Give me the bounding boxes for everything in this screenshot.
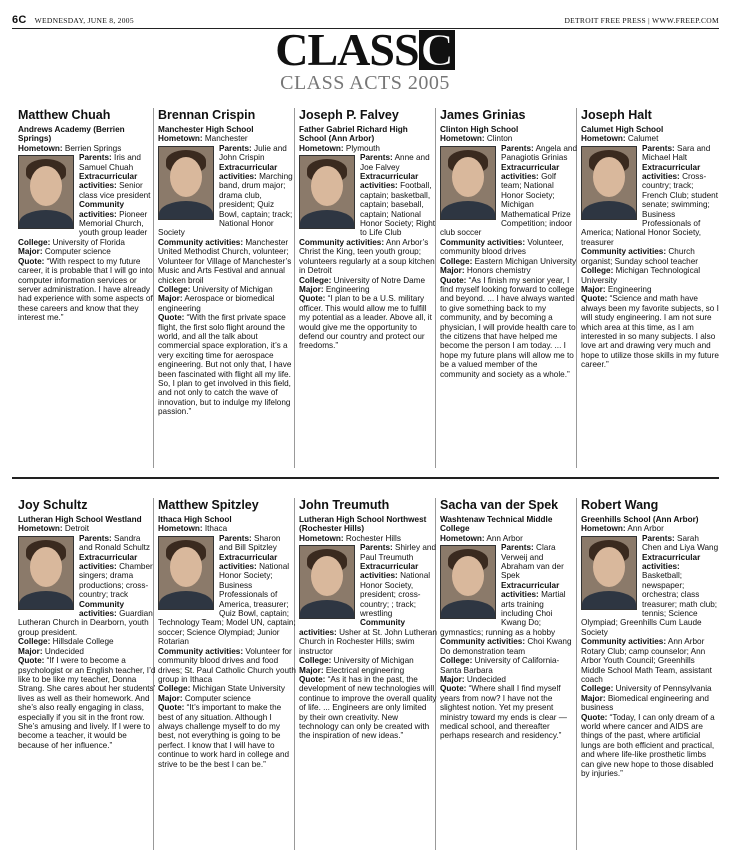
student-name: John Treumuth	[299, 498, 390, 512]
student-parents: Clara Verweij and Abraham van der Spek	[501, 543, 564, 581]
student-quote: “If I were to become a psychologist or an English teacher, I’d like to be like my teacher, Donna Strang. She cares about her students’ lives as well as their homework. And she’s also really engaging in class, especially if you sit in the front row. She’s amusing and lively. If I were to become a teacher, it would be because of her influence.”	[18, 656, 156, 750]
student-hometown: Berrien Springs	[64, 143, 122, 153]
label-community: Community activities:	[158, 646, 244, 656]
logo-part-1: CLASS	[275, 30, 419, 70]
label-quote: Quote:	[440, 275, 467, 285]
student-parents: Sharon and Bill Spitzley	[219, 533, 281, 553]
student-quote: “With the first private space flight, the first solo flight around the world, and all the talk about commercial space exploration, it’s a very exciting time for aerospace engineering. But not only that, I have been fascinated with flight all my life. So, I plan to get involved in this field, and not only to catch the wave of innovation, but to indulge my lifelong passion.”	[158, 313, 292, 417]
label-quote: Quote:	[581, 712, 608, 722]
student-school: Lutheran High School Westland	[18, 515, 142, 524]
label-community: Community activities:	[79, 200, 125, 219]
student-college: Hillsdale College	[52, 637, 114, 647]
student-parents: Sara and Michael Halt	[642, 143, 711, 163]
label-hometown: Hometown:	[158, 524, 203, 534]
label-quote: Quote:	[158, 313, 185, 323]
student-hometown: Manchester	[204, 134, 248, 144]
label-major: Major:	[158, 294, 183, 304]
label-community: Community activities:	[79, 599, 125, 619]
student-hometown: Rochester Hills	[345, 533, 401, 543]
label-major: Major:	[581, 284, 606, 294]
page-header	[12, 14, 719, 28]
student-community: Choi Kwang Do demonstration team	[440, 637, 572, 656]
student-name: Joseph Halt	[581, 108, 652, 122]
label-parents: Parents:	[642, 533, 675, 543]
student-photo	[158, 146, 214, 220]
student-photo	[581, 146, 637, 220]
student-hometown: Ithaca	[204, 524, 228, 534]
student-activities: Cross-country; track; French Club; student senate; swimming; Business Professionals of America; National Honor Society, treasurer	[581, 172, 719, 247]
section-logo	[265, 30, 465, 70]
logo-part-2: C	[420, 30, 453, 70]
student-profile	[18, 108, 156, 470]
label-major: Major:	[158, 693, 183, 703]
label-quote: Quote:	[158, 703, 185, 713]
student-school: Greenhills School (Ann Arbor)	[581, 515, 699, 524]
label-community: Community activities:	[581, 247, 667, 257]
student-community: Volunteer for community blood drives and food drives; St. Paul Catholic Church youth group in Ithaca	[158, 646, 296, 684]
student-community: Guardian Lutheran Church in Dearborn, youth group president.	[18, 609, 153, 637]
student-college: University of Michigan	[333, 656, 414, 666]
label-activities: Extracurricular activities:	[79, 172, 138, 191]
label-hometown: Hometown:	[18, 143, 63, 153]
label-activities: Extracurricular activities:	[79, 552, 138, 572]
student-school: Andrews Academy (Berrien Springs)	[18, 125, 125, 144]
label-parents: Parents:	[360, 543, 393, 553]
student-parents: Shirley and Paul Treumuth	[360, 543, 437, 562]
label-college: College:	[299, 656, 332, 666]
student-photo	[299, 155, 355, 229]
student-photo	[158, 536, 214, 610]
student-photo	[299, 545, 355, 619]
student-parents: Sarah Chen and Liya Wang	[642, 533, 719, 553]
student-college: Michigan Technological University	[581, 266, 701, 285]
student-community: Pioneer Memorial Church, youth group leader	[79, 209, 148, 238]
student-photo	[18, 155, 74, 229]
student-school: Calumet High School	[581, 125, 664, 134]
student-major: Aerospace or biomedical engineering	[158, 294, 275, 313]
student-major: Biomedical engineering and business	[581, 693, 709, 713]
student-college: University of California-Santa Barbara	[440, 656, 560, 675]
student-hometown: Ann Arbor	[486, 533, 523, 543]
label-parents: Parents:	[501, 143, 534, 153]
label-parents: Parents:	[501, 543, 534, 553]
student-name: Matthew Spitzley	[158, 498, 259, 512]
label-major: Major:	[581, 693, 606, 703]
student-activities: Marching band, drum major; drama club, president; Quiz Bowl, captain; track; National Honor Society	[158, 172, 293, 238]
label-major: Major:	[440, 266, 465, 276]
student-school: Manchester High School	[158, 125, 254, 134]
student-school: Washtenaw Technical Middle College	[440, 515, 553, 534]
student-name: Sacha van der Spek	[440, 498, 559, 512]
label-college: College:	[581, 684, 614, 694]
student-profile	[581, 498, 719, 852]
student-activities: Golf team; National Honor Society; Michigan Mathematical Prize Competition; indoor club soccer	[440, 172, 572, 238]
student-activities: Basketball; newspaper; orchestra; class treasurer; math club; tennis; Science Olympiad; Greenhills Cum Laude Society	[581, 571, 718, 637]
student-parents: Anne and Joe Falvey	[360, 153, 430, 172]
label-hometown: Hometown:	[299, 533, 344, 543]
label-community: Community activities:	[299, 237, 385, 247]
student-activities: Football, captain; basketball, captain; baseball, captain; National Honor Society; Right to Life Club	[360, 181, 436, 238]
student-major: Undecided	[44, 646, 84, 656]
label-activities: Extracurricular activities:	[219, 162, 278, 182]
label-activities: Extracurricular activities:	[219, 552, 278, 572]
student-hometown: Calumet	[627, 134, 659, 144]
student-community: Manchester United Methodist Church, volunteer; Volunteer for Village of Manchester’s Music and Arts Festival and annual chicken broil	[158, 237, 292, 285]
label-activities: Extracurricular activities:	[642, 162, 701, 182]
student-name: Robert Wang	[581, 498, 659, 512]
student-major: Undecided	[466, 674, 506, 684]
student-parents: Sandra and Ronald Schultz	[79, 533, 151, 553]
section-subtitle: CLASS ACTS 2005	[280, 72, 450, 94]
student-profile	[158, 108, 296, 470]
label-hometown: Hometown:	[440, 533, 485, 543]
student-quote: “Science and math have always been my favorite subjects, so I will study engineering. I am not sure which area at this time, as I am interested in so many subjects. I also love art and drawing very much and hope to utilize those skills in my future career.”	[581, 294, 719, 370]
student-parents: Julie and John Crispin	[219, 143, 287, 163]
student-photo	[440, 146, 496, 220]
label-quote: Quote:	[18, 256, 45, 266]
student-name: James Grinias	[440, 108, 526, 122]
student-name: Brennan Crispin	[158, 108, 256, 122]
student-quote: “Where shall I find myself years from now? I have not the slightest notion. Yet my present ministry toward my ends is clear — medical school, and thereafter perhaps research and residency.”	[440, 684, 567, 741]
label-major: Major:	[18, 247, 43, 257]
student-profile	[581, 108, 719, 470]
label-college: College:	[440, 656, 473, 666]
label-quote: Quote:	[581, 294, 608, 304]
page-number: 6C	[12, 14, 27, 26]
header-right	[564, 16, 719, 25]
label-college: College:	[581, 266, 614, 276]
student-community: Usher at St. John Lutheran Church in Rochester Hills; swim instructor	[299, 627, 437, 656]
student-profile	[440, 108, 578, 470]
label-hometown: Hometown:	[581, 134, 626, 144]
label-parents: Parents:	[219, 533, 252, 543]
label-community: Community activities:	[158, 237, 244, 247]
header-separator: |	[648, 16, 650, 25]
header-rule	[12, 28, 719, 29]
student-photo	[581, 536, 637, 610]
student-community: Church organist; Sunday school teacher	[581, 247, 698, 266]
label-activities: Extracurricular activities:	[360, 172, 419, 191]
student-photo	[18, 536, 74, 610]
label-community: Community activities:	[299, 618, 406, 637]
label-parents: Parents:	[79, 153, 112, 163]
student-profile	[440, 498, 578, 852]
student-hometown: Ann Arbor	[627, 524, 664, 534]
label-hometown: Hometown:	[158, 134, 203, 144]
student-profile	[299, 108, 437, 470]
student-quote: “I plan to be a U.S. military officer. This would allow me to fulfill my potential as a leader. Above all, it would give me the opportunity to defend our country and protect our freedoms.”	[299, 294, 432, 351]
student-major: Engineering	[325, 284, 370, 294]
student-community: Ann Arbor Rotary Club; camp counselor; Ann Arbor Youth Council; Greenhills Middle School Math Team, assistant coach	[581, 637, 712, 684]
student-profile	[18, 498, 156, 852]
label-major: Major:	[18, 646, 43, 656]
label-college: College:	[158, 684, 191, 694]
label-parents: Parents:	[79, 533, 112, 543]
student-quote: “As I finish my senior year, I find myself looking forward to college and beyond. ... I have always wanted to give something back to my community, and by becoming a physician, I will provide health care to the citizens that have helped me become the person I am today. ... I hope my future plans will allow me to be a valued member of the community and society as a whole.”	[440, 275, 576, 379]
label-college: College:	[18, 237, 51, 247]
student-quote: “It’s important to make the best of any situation. Although I always challenge myself to do my best, not everything is going to be perfect. I know that I will have to continue to work hard in college and strive to be the best I can be.”	[158, 703, 290, 769]
student-activities: National Honor Society; Business Professionals of America, treasurer; Quiz Bowl, captain; Technology Team; Model UN, captain; soccer; Science Olympiad; Junior Rotarian	[158, 562, 296, 647]
header-url: WWW.FREEP.COM	[652, 16, 719, 25]
student-hometown: Detroit	[64, 524, 89, 534]
header-date: WEDNESDAY, JUNE 8, 2005	[34, 16, 134, 25]
student-activities: Martial arts training including Choi Kwang Do; gymnastics; running as a hobby	[440, 590, 566, 637]
student-parents: Iris and Samuel Chuah	[79, 153, 141, 172]
label-major: Major:	[440, 674, 465, 684]
student-major: Computer science	[184, 693, 251, 703]
student-photo	[440, 545, 496, 619]
student-quote: “With respect to my future career, it is probable that I will go into computer information services or server administration. I have already had experience with some aspects of these careers and know that they interest me.”	[18, 256, 153, 323]
label-quote: Quote:	[299, 674, 326, 684]
label-parents: Parents:	[360, 153, 393, 163]
student-school: Lutheran High School Northwest (Rochester Hills)	[299, 515, 427, 534]
student-major: Honors chemistry	[466, 266, 531, 276]
label-quote: Quote:	[18, 656, 45, 666]
label-activities: Extracurricular activities:	[360, 562, 419, 581]
student-school: Father Gabriel Richard High School (Ann Arbor)	[299, 125, 408, 144]
label-parents: Parents:	[642, 143, 675, 153]
row-divider	[12, 477, 719, 479]
label-major: Major:	[299, 284, 324, 294]
student-college: University of Pennsylvania	[615, 684, 712, 694]
label-activities: Extracurricular activities:	[501, 580, 560, 600]
student-major: Electrical engineering	[325, 665, 405, 675]
label-college: College:	[299, 275, 332, 285]
student-name: Joseph P. Falvey	[299, 108, 399, 122]
label-college: College:	[440, 256, 473, 266]
student-community: Ann Arbor’s Christ the King, teen youth group; volunteers regularly at a soup kitchen in Detroit	[299, 237, 435, 276]
student-activities: Chamber singers; drama productions; cross-country; track	[79, 562, 153, 600]
student-name: Matthew Chuah	[18, 108, 111, 122]
student-school: Ithaca High School	[158, 515, 232, 524]
label-college: College:	[158, 284, 191, 294]
label-community: Community activities:	[440, 637, 526, 647]
label-hometown: Hometown:	[440, 134, 485, 144]
label-activities: Extracurricular activities:	[501, 162, 560, 182]
label-parents: Parents:	[219, 143, 252, 153]
student-college: University of Florida	[52, 237, 125, 247]
student-profile	[158, 498, 296, 852]
header-left	[12, 14, 134, 26]
student-quote: “As it has in the past, the development of new technologies will continue to improve the overall quality of life. ... Engineers are only limited by their own creativity. New technology can only be created with the inspiration of new ideas.”	[299, 674, 437, 741]
student-college: University of Notre Dame	[333, 275, 426, 285]
label-hometown: Hometown:	[581, 524, 626, 534]
student-parents: Angela and Panagiotis Grinias	[501, 143, 578, 163]
label-hometown: Hometown:	[18, 524, 63, 534]
label-activities: Extracurricular activities:	[642, 552, 701, 572]
student-major: Computer science	[44, 247, 111, 257]
label-major: Major:	[299, 665, 324, 675]
student-name: Joy Schultz	[18, 498, 88, 512]
label-college: College:	[18, 637, 51, 647]
student-activities: Senior class vice president	[79, 181, 151, 200]
student-major: Engineering	[607, 284, 652, 294]
label-community: Community activities:	[440, 237, 526, 247]
student-college: University of Michigan	[192, 284, 273, 294]
student-activities: National Honor Society, president; cross-country; ; track; wrestling	[360, 571, 431, 619]
label-community: Community activities:	[581, 637, 667, 647]
student-school: Clinton High School	[440, 125, 519, 134]
student-college: Michigan State University	[192, 684, 285, 694]
student-hometown: Plymouth	[345, 143, 380, 153]
label-quote: Quote:	[440, 684, 467, 694]
student-community: Volunteer, community blood drives	[440, 237, 564, 257]
student-quote: “Today, I can only dream of a world where cancer and AIDS are things of the past, where artificial lungs are both efficient and practical, and where life-like prosthetic limbs can give new hope to those disabled by injuries.”	[581, 712, 715, 778]
label-hometown: Hometown:	[299, 143, 344, 153]
header-paper: DETROIT FREE PRESS	[564, 16, 646, 25]
student-college: Eastern Michigan University	[474, 256, 577, 266]
student-profile	[299, 498, 437, 852]
label-quote: Quote:	[299, 294, 326, 304]
student-hometown: Clinton	[486, 134, 513, 144]
